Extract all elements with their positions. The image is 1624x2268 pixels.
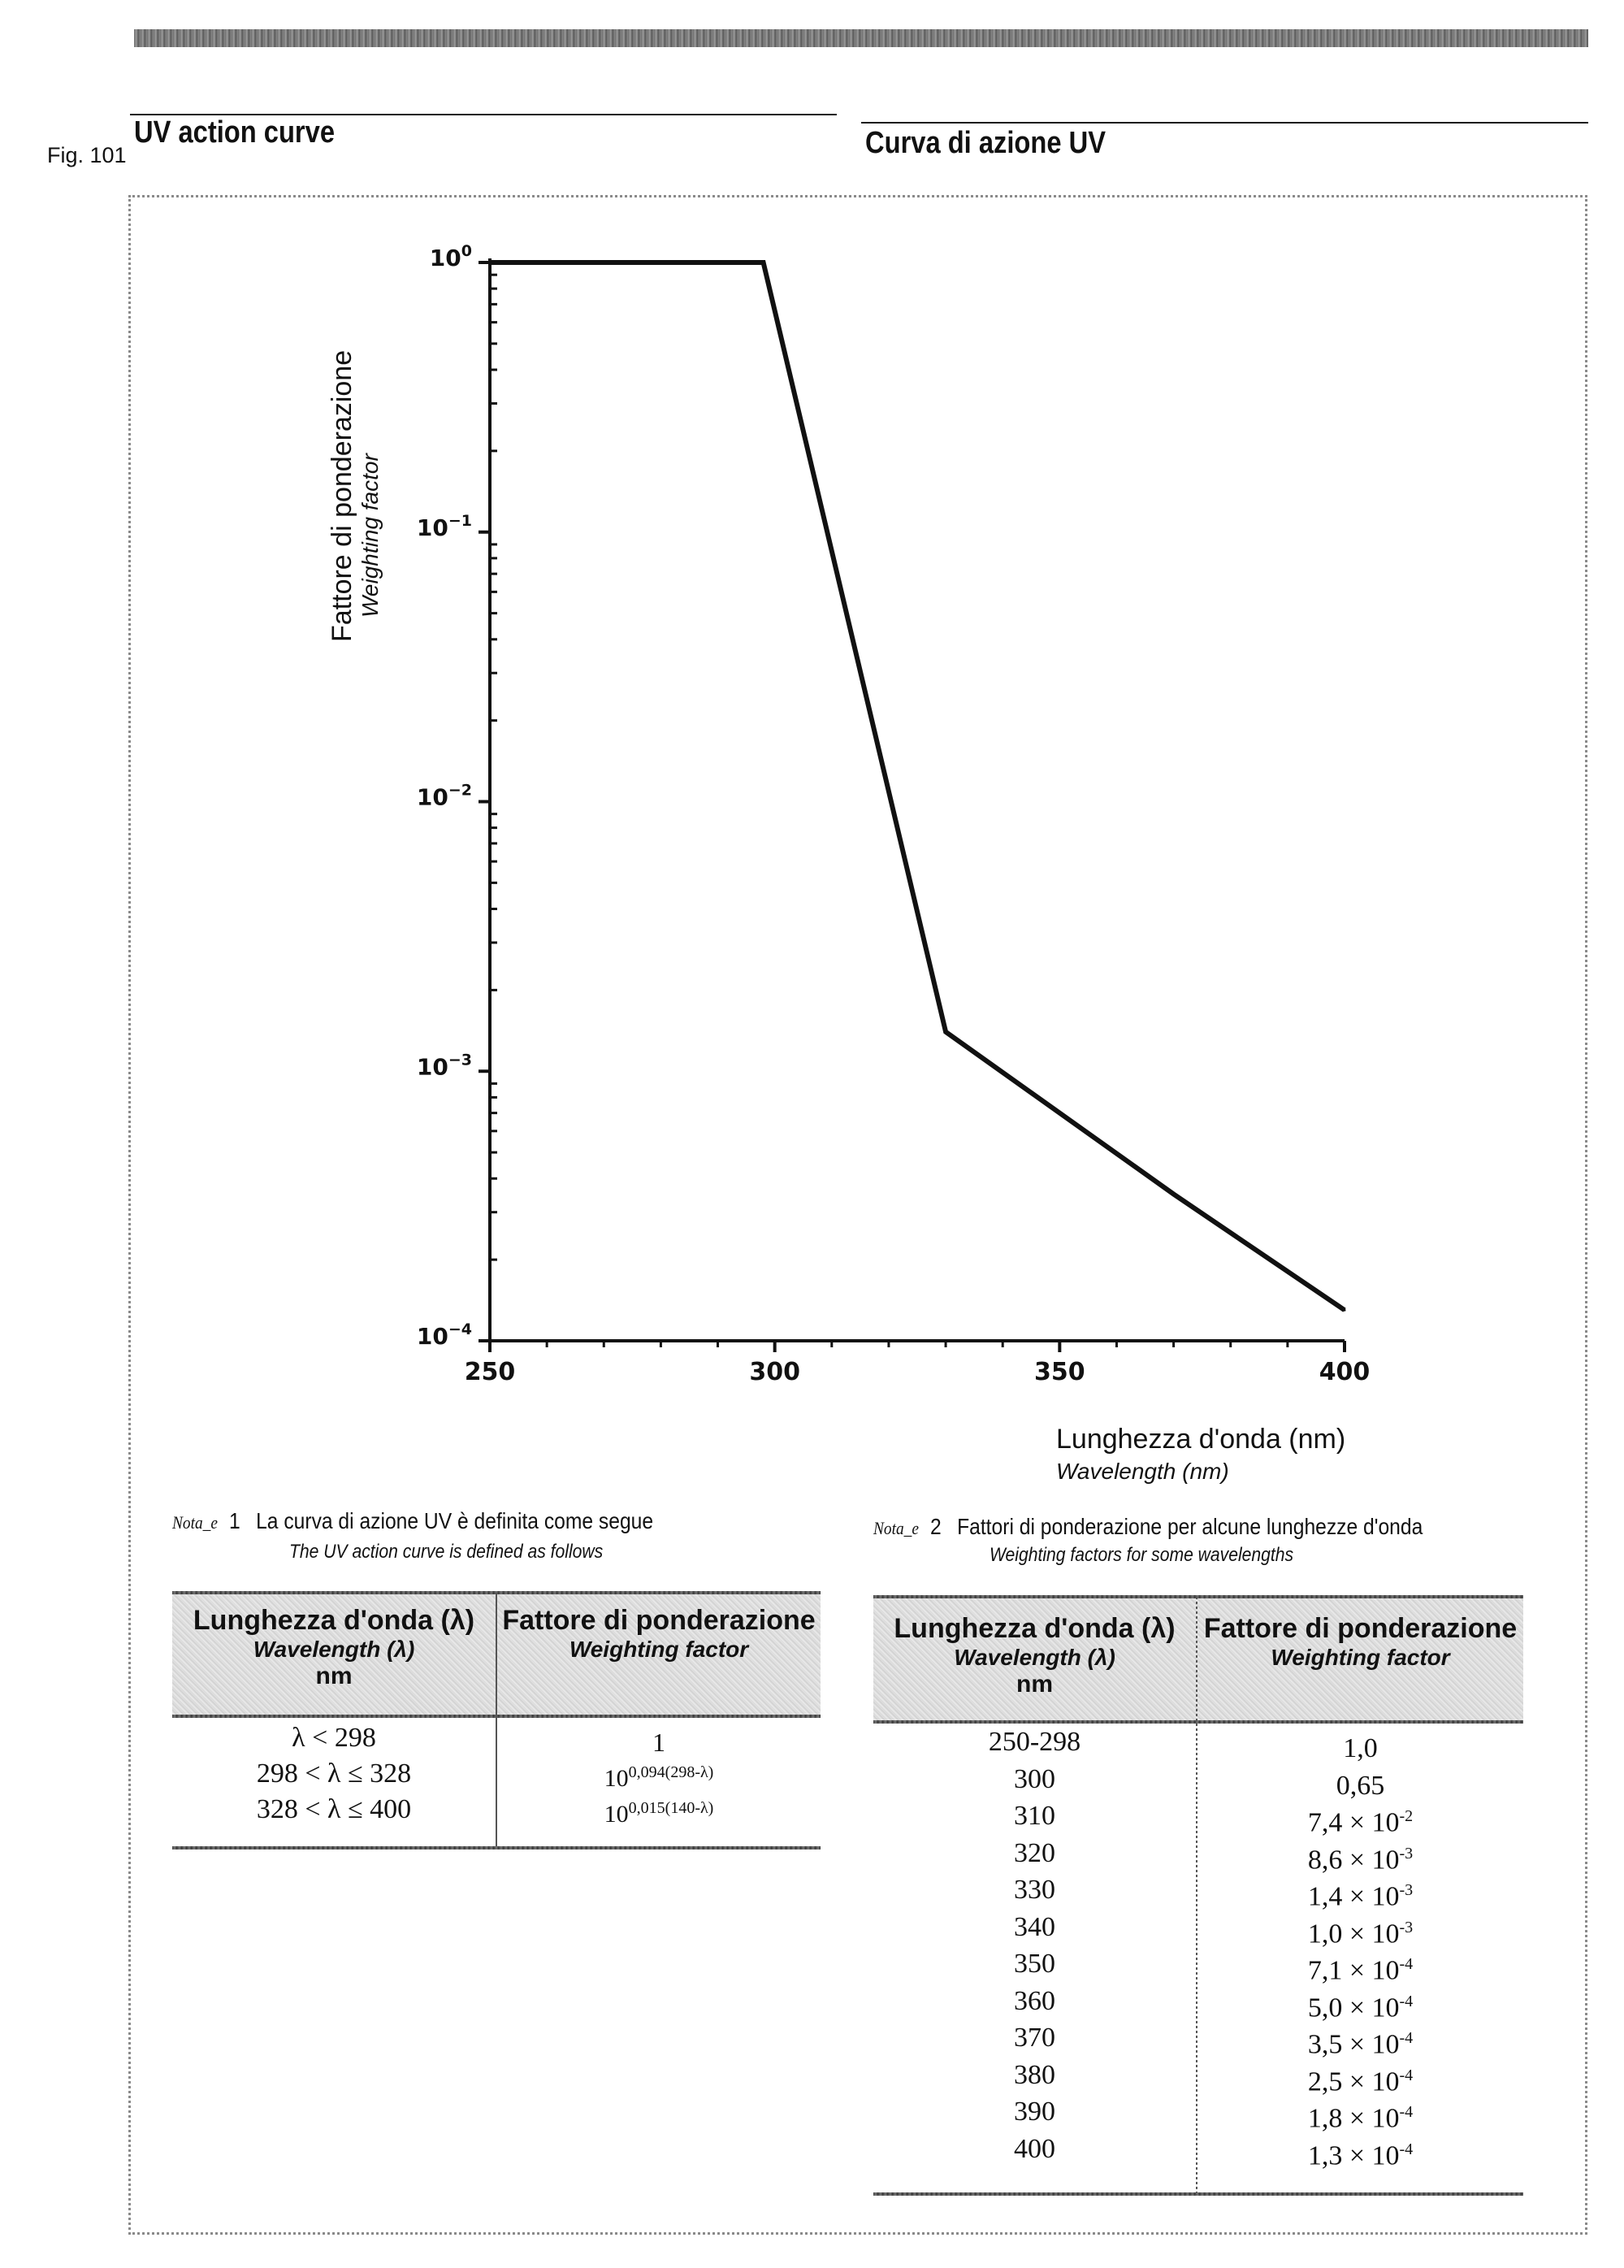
table2-cell-factor: 0,65 bbox=[1336, 1770, 1385, 1801]
table1-cell-factor: $10^{0,015(140-\lambda)}$ bbox=[604, 1799, 714, 1828]
figure-number: Fig. 101 bbox=[47, 143, 127, 167]
curve-vertex-point bbox=[1344, 1309, 1346, 1312]
table2-bottom-rule bbox=[873, 2192, 1523, 2196]
table2-cell-wavelength: 380 bbox=[1014, 2059, 1055, 2090]
table1-header-factor: Fattore di ponderazione Weighting factor bbox=[502, 1605, 816, 1662]
table2-cell-factor: $5,0 \times 10^{-4}$ bbox=[1307, 1992, 1414, 2023]
y-tick-label: $10^{-3}$ bbox=[416, 1051, 472, 1081]
x-axis-label-sub: Wavelength (nm) bbox=[1056, 1459, 1229, 1484]
table1-header-wavelength: Lunghezza d'onda (λ) Wavelength (λ) nm bbox=[193, 1605, 475, 1689]
table2-cell-wavelength: 350 bbox=[1014, 1949, 1055, 1979]
table2-cell-factor: $1,4 \times 10^{-3}$ bbox=[1307, 1881, 1414, 1912]
table2-top-rule bbox=[873, 1595, 1523, 1598]
x-tick-label: 350 bbox=[1034, 1358, 1085, 1386]
curve-vertex-point bbox=[945, 1030, 947, 1033]
uv-action-curve-line bbox=[490, 262, 1345, 1310]
table1-cell-wavelength: λ < 298 bbox=[292, 1723, 376, 1753]
y-tick-label: $10^{-4}$ bbox=[416, 1320, 472, 1350]
table2-cell-wavelength: 250-298 bbox=[988, 1727, 1081, 1757]
note2-text-en: Weighting factors for some wavelengths bbox=[990, 1544, 1294, 1566]
table2-cell-factor: $2,5 \times 10^{-4}$ bbox=[1307, 2066, 1414, 2097]
table2-cell-wavelength: 330 bbox=[1014, 1875, 1055, 1905]
table1-cell-wavelength: 298 < λ ≤ 328 bbox=[256, 1758, 412, 1789]
table2-cell-wavelength: 370 bbox=[1014, 2023, 1055, 2053]
table2-cell-factor: $1,0 \times 10^{-3}$ bbox=[1307, 1918, 1414, 1949]
x-axis-label: Lunghezza d'onda (nm) bbox=[1056, 1424, 1346, 1455]
note1-heading bbox=[172, 1508, 653, 1534]
x-tick-label: 400 bbox=[1319, 1358, 1371, 1386]
table2-cell-wavelength: 340 bbox=[1014, 1911, 1055, 1942]
table2-cell-factor: $1,3 \times 10^{-4}$ bbox=[1307, 2140, 1414, 2170]
table2-header-wavelength: Lunghezza d'onda (λ) Wavelength (λ) nm bbox=[894, 1613, 1176, 1698]
curve-vertex-point bbox=[489, 262, 492, 264]
table2-cell-factor: $1,8 \times 10^{-4}$ bbox=[1307, 2103, 1414, 2134]
y-tick-label: $10^{-2}$ bbox=[416, 781, 472, 811]
note1-number: 1 bbox=[229, 1508, 240, 1533]
note2-number: 2 bbox=[930, 1514, 942, 1539]
note1-text: La curva di azione UV è definita come segue bbox=[256, 1508, 654, 1533]
y-tick-label: $10^{-1}$ bbox=[416, 511, 472, 541]
table2-header-factor: Fattore di ponderazione Weighting factor bbox=[1203, 1613, 1518, 1670]
note2-text: Fattori di ponderazione per alcune lunghezze d'onda bbox=[957, 1514, 1423, 1539]
table2-cell-wavelength: 310 bbox=[1014, 1801, 1055, 1831]
table2-cell-wavelength: 400 bbox=[1014, 2133, 1055, 2164]
curve-vertex-point bbox=[1172, 1193, 1175, 1195]
table1-cell-wavelength: 328 < λ ≤ 400 bbox=[256, 1794, 412, 1824]
table2-cell-wavelength: 320 bbox=[1014, 1837, 1055, 1868]
note1-tag: Nota_e bbox=[172, 1512, 218, 1533]
note2-tag: Nota_e bbox=[873, 1518, 919, 1538]
y-axis-label-sub: Weighting factor bbox=[357, 453, 383, 618]
note1-text-en: The UV action curve is defined as follows bbox=[289, 1541, 604, 1563]
table2-cell-factor: $3,5 \times 10^{-4}$ bbox=[1307, 2029, 1414, 2060]
curve-vertex-point bbox=[762, 262, 764, 264]
figure-title-en: UV action curve bbox=[134, 115, 336, 150]
table2-cell-wavelength: 360 bbox=[1014, 1985, 1055, 2016]
table2-header-rule bbox=[873, 1720, 1523, 1724]
table1-cell-factor: $10^{0,094(298-\lambda)}$ bbox=[604, 1763, 714, 1792]
x-tick-label: 250 bbox=[464, 1358, 516, 1386]
note2-heading bbox=[873, 1514, 1423, 1540]
y-axis-label: Fattore di ponderazione bbox=[327, 349, 357, 642]
table2-cell-factor: $8,6 \times 10^{-3}$ bbox=[1307, 1844, 1414, 1875]
table1-bottom-rule bbox=[172, 1846, 821, 1850]
x-tick-label: 300 bbox=[749, 1358, 800, 1386]
table1-cell-factor: 1 bbox=[652, 1728, 665, 1757]
table2-cell-wavelength: 300 bbox=[1014, 1763, 1055, 1794]
table2-cell-factor: $7,1 \times 10^{-4}$ bbox=[1307, 1955, 1414, 1986]
table2-cell-wavelength: 390 bbox=[1014, 2097, 1055, 2127]
table2-cell-factor: $7,4 \times 10^{-2}$ bbox=[1307, 1807, 1414, 1838]
y-tick-label: $10^0$ bbox=[429, 242, 472, 271]
table2-cell-factor: 1,0 bbox=[1343, 1733, 1378, 1763]
figure-title-it: Curva di azione UV bbox=[865, 126, 1106, 160]
